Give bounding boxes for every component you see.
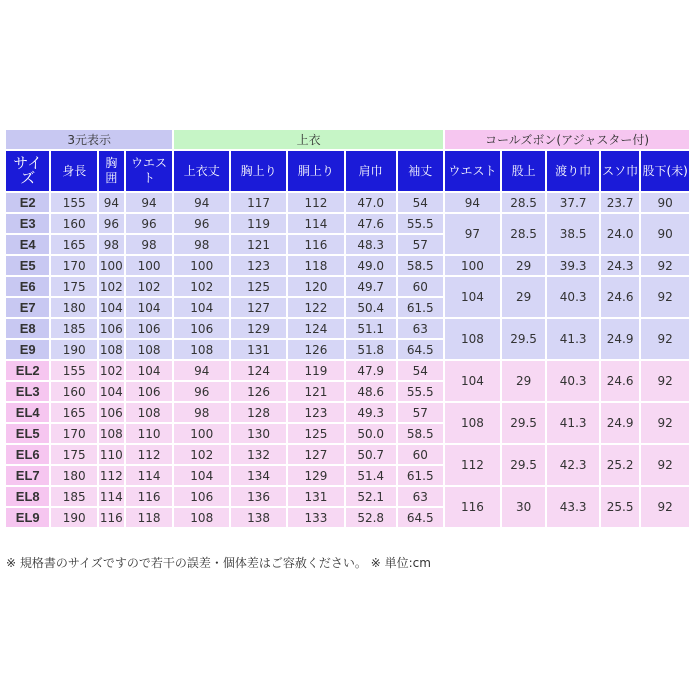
cell-jacket: 98 (174, 403, 229, 422)
cell-pants-inseam: 92 (641, 361, 689, 401)
cell-jacket: 108 (174, 340, 229, 359)
table-row (6, 256, 689, 275)
cell-pants-thigh: 37.7 (547, 193, 599, 212)
cell-chest_up: 126 (231, 382, 286, 401)
cell-pants-hem: 23.7 (601, 193, 639, 212)
cell-pants-hip: 29.5 (502, 403, 545, 443)
header-shoulder: 肩巾 (346, 151, 396, 191)
cell-jacket: 100 (174, 256, 229, 275)
cell-shoulder: 50.7 (346, 445, 396, 464)
header-pants-waist: ウエスト (445, 151, 500, 191)
cell-pants-thigh: 42.3 (547, 445, 599, 485)
cell-chest: 104 (99, 298, 124, 317)
header-chest-label: 胸囲 (105, 156, 118, 185)
cell-pants-inseam: 92 (641, 277, 689, 317)
cell-shoulder: 49.0 (346, 256, 396, 275)
cell-chest_up: 123 (231, 256, 286, 275)
footnote: ※ 規格書のサイズですので若干の誤差・個体差はご容赦ください。 ※ 単位:cm (6, 556, 431, 570)
cell-height: 155 (51, 361, 97, 380)
cell-pants-hem: 24.6 (601, 361, 639, 401)
header-waist-up: 胴上り (288, 151, 344, 191)
header-chest-up: 胸上り (231, 151, 286, 191)
cell-shoulder: 47.6 (346, 214, 396, 233)
cell-pants-waist: 104 (445, 361, 500, 401)
cell-pants-hem: 24.9 (601, 403, 639, 443)
table-row (6, 445, 689, 464)
cell-sleeve: 54 (398, 193, 444, 212)
table-row (6, 319, 689, 338)
cell-chest_up: 128 (231, 403, 286, 422)
cell-shoulder: 52.8 (346, 508, 396, 527)
cell-shoulder: 48.6 (346, 382, 396, 401)
cell-chest_up: 138 (231, 508, 286, 527)
section-jacket: 上衣 (174, 130, 443, 149)
header-thigh: 渡り巾 (547, 151, 599, 191)
size-label: EL2 (6, 361, 49, 380)
cell-pants-thigh: 39.3 (547, 256, 599, 275)
cell-chest: 114 (99, 487, 124, 506)
cell-chest_up: 124 (231, 361, 286, 380)
size-label: E8 (6, 319, 49, 338)
cell-waist: 118 (126, 508, 173, 527)
cell-pants-hip: 30 (502, 487, 545, 527)
cell-waist_up: 122 (288, 298, 344, 317)
cell-height: 155 (51, 193, 97, 212)
cell-chest_up: 136 (231, 487, 286, 506)
cell-pants-waist: 100 (445, 256, 500, 275)
cell-chest_up: 131 (231, 340, 286, 359)
cell-pants-hip: 28.5 (502, 214, 545, 254)
cell-chest: 108 (99, 340, 124, 359)
cell-shoulder: 49.7 (346, 277, 396, 296)
cell-pants-hip: 28.5 (502, 193, 545, 212)
size-label: EL4 (6, 403, 49, 422)
cell-chest: 100 (99, 256, 124, 275)
cell-pants-inseam: 92 (641, 445, 689, 485)
cell-waist_up: 120 (288, 277, 344, 296)
cell-sleeve: 64.5 (398, 508, 444, 527)
header-jacket-length: 上衣丈 (174, 151, 229, 191)
cell-chest: 94 (99, 193, 124, 212)
cell-pants-thigh: 41.3 (547, 319, 599, 359)
size-label: E4 (6, 235, 49, 254)
cell-pants-hem: 24.0 (601, 214, 639, 254)
cell-pants-hem: 25.2 (601, 445, 639, 485)
cell-waist: 94 (126, 193, 173, 212)
table-row (6, 403, 689, 422)
cell-jacket: 104 (174, 466, 229, 485)
cell-pants-inseam: 92 (641, 487, 689, 527)
size-label: EL7 (6, 466, 49, 485)
cell-jacket: 102 (174, 445, 229, 464)
cell-height: 185 (51, 319, 97, 338)
cell-chest_up: 121 (231, 235, 286, 254)
cell-sleeve: 64.5 (398, 340, 444, 359)
size-label: EL8 (6, 487, 49, 506)
cell-waist_up: 131 (288, 487, 344, 506)
cell-height: 165 (51, 403, 97, 422)
cell-jacket: 104 (174, 298, 229, 317)
cell-pants-inseam: 92 (641, 319, 689, 359)
cell-waist: 104 (126, 361, 173, 380)
cell-waist_up: 118 (288, 256, 344, 275)
size-label: EL5 (6, 424, 49, 443)
cell-waist_up: 127 (288, 445, 344, 464)
cell-chest: 106 (99, 403, 124, 422)
cell-shoulder: 49.3 (346, 403, 396, 422)
cell-pants-hip: 29.5 (502, 445, 545, 485)
size-label: E7 (6, 298, 49, 317)
cell-waist_up: 121 (288, 382, 344, 401)
cell-height: 175 (51, 277, 97, 296)
cell-chest: 102 (99, 361, 124, 380)
cell-shoulder: 50.0 (346, 424, 396, 443)
cell-waist_up: 125 (288, 424, 344, 443)
cell-waist: 108 (126, 340, 173, 359)
cell-sleeve: 57 (398, 403, 444, 422)
cell-waist: 108 (126, 403, 173, 422)
section-trousers: コールズボン(アジャスター付) (445, 130, 689, 149)
cell-sleeve: 61.5 (398, 466, 444, 485)
size-label: E6 (6, 277, 49, 296)
cell-pants-waist: 116 (445, 487, 500, 527)
cell-waist: 102 (126, 277, 173, 296)
cell-chest: 106 (99, 319, 124, 338)
cell-sleeve: 60 (398, 445, 444, 464)
cell-height: 160 (51, 382, 97, 401)
cell-pants-hem: 24.6 (601, 277, 639, 317)
table-row (6, 214, 689, 233)
cell-sleeve: 54 (398, 361, 444, 380)
cell-chest: 98 (99, 235, 124, 254)
cell-height: 165 (51, 235, 97, 254)
cell-height: 190 (51, 508, 97, 527)
cell-pants-thigh: 40.3 (547, 277, 599, 317)
cell-height: 180 (51, 298, 97, 317)
cell-pants-hem: 24.9 (601, 319, 639, 359)
cell-chest: 102 (99, 277, 124, 296)
cell-sleeve: 61.5 (398, 298, 444, 317)
cell-shoulder: 51.1 (346, 319, 396, 338)
header-inseam: 股下(未) (641, 151, 689, 191)
cell-pants-hip: 29 (502, 256, 545, 275)
cell-shoulder: 51.4 (346, 466, 396, 485)
size-label: EL6 (6, 445, 49, 464)
cell-pants-hip: 29 (502, 361, 545, 401)
header-size-label: サイズ (13, 154, 43, 187)
cell-pants-thigh: 40.3 (547, 361, 599, 401)
cell-pants-waist: 104 (445, 277, 500, 317)
size-label: E5 (6, 256, 49, 275)
cell-height: 185 (51, 487, 97, 506)
cell-jacket: 106 (174, 487, 229, 506)
cell-sleeve: 58.5 (398, 256, 444, 275)
cell-chest: 108 (99, 424, 124, 443)
cell-jacket: 96 (174, 382, 229, 401)
cell-height: 190 (51, 340, 97, 359)
size-label: E2 (6, 193, 49, 212)
header-hem: スソ巾 (601, 151, 639, 191)
cell-sleeve: 55.5 (398, 382, 444, 401)
cell-waist_up: 129 (288, 466, 344, 485)
cell-pants-waist: 108 (445, 319, 500, 359)
header-sleeve: 袖丈 (398, 151, 444, 191)
cell-jacket: 100 (174, 424, 229, 443)
cell-chest_up: 132 (231, 445, 286, 464)
cell-pants-thigh: 43.3 (547, 487, 599, 527)
cell-jacket: 108 (174, 508, 229, 527)
cell-chest: 96 (99, 214, 124, 233)
size-label: EL9 (6, 508, 49, 527)
cell-pants-inseam: 92 (641, 256, 689, 275)
cell-sleeve: 57 (398, 235, 444, 254)
cell-shoulder: 47.9 (346, 361, 396, 380)
cell-waist_up: 119 (288, 361, 344, 380)
size-label: E9 (6, 340, 49, 359)
table-row (6, 277, 689, 296)
cell-waist_up: 114 (288, 214, 344, 233)
cell-sleeve: 60 (398, 277, 444, 296)
cell-pants-waist: 94 (445, 193, 500, 212)
section-3-dimension: 3元表示 (6, 130, 172, 149)
size-table (4, 128, 691, 529)
cell-chest_up: 127 (231, 298, 286, 317)
cell-pants-hem: 24.3 (601, 256, 639, 275)
cell-shoulder: 47.0 (346, 193, 396, 212)
cell-waist: 114 (126, 466, 173, 485)
header-height: 身長 (51, 151, 97, 191)
cell-pants-waist: 112 (445, 445, 500, 485)
cell-waist: 116 (126, 487, 173, 506)
cell-height: 180 (51, 466, 97, 485)
cell-waist: 98 (126, 235, 173, 254)
cell-sleeve: 63 (398, 487, 444, 506)
cell-jacket: 94 (174, 361, 229, 380)
cell-chest: 110 (99, 445, 124, 464)
cell-pants-waist: 108 (445, 403, 500, 443)
cell-waist_up: 133 (288, 508, 344, 527)
cell-jacket: 102 (174, 277, 229, 296)
cell-chest_up: 125 (231, 277, 286, 296)
cell-pants-hip: 29.5 (502, 319, 545, 359)
cell-pants-hem: 25.5 (601, 487, 639, 527)
cell-waist: 106 (126, 319, 173, 338)
cell-jacket: 96 (174, 214, 229, 233)
cell-chest_up: 134 (231, 466, 286, 485)
cell-pants-inseam: 90 (641, 193, 689, 212)
cell-waist: 104 (126, 298, 173, 317)
table-row (6, 193, 689, 212)
cell-chest_up: 117 (231, 193, 286, 212)
cell-sleeve: 63 (398, 319, 444, 338)
cell-pants-thigh: 41.3 (547, 403, 599, 443)
cell-chest_up: 130 (231, 424, 286, 443)
cell-waist_up: 126 (288, 340, 344, 359)
cell-waist_up: 116 (288, 235, 344, 254)
cell-shoulder: 52.1 (346, 487, 396, 506)
cell-chest_up: 129 (231, 319, 286, 338)
cell-jacket: 106 (174, 319, 229, 338)
cell-jacket: 94 (174, 193, 229, 212)
cell-pants-thigh: 38.5 (547, 214, 599, 254)
size-label: E3 (6, 214, 49, 233)
header-hip: 股上 (502, 151, 545, 191)
size-label: EL3 (6, 382, 49, 401)
cell-sleeve: 58.5 (398, 424, 444, 443)
cell-waist: 96 (126, 214, 173, 233)
cell-waist_up: 123 (288, 403, 344, 422)
cell-waist: 112 (126, 445, 173, 464)
cell-waist_up: 124 (288, 319, 344, 338)
cell-chest: 116 (99, 508, 124, 527)
cell-waist: 110 (126, 424, 173, 443)
cell-chest_up: 119 (231, 214, 286, 233)
cell-pants-hip: 29 (502, 277, 545, 317)
cell-shoulder: 48.3 (346, 235, 396, 254)
table-row (6, 487, 689, 506)
cell-waist: 106 (126, 382, 173, 401)
cell-pants-waist: 97 (445, 214, 500, 254)
cell-shoulder: 50.4 (346, 298, 396, 317)
cell-shoulder: 51.8 (346, 340, 396, 359)
cell-height: 170 (51, 256, 97, 275)
cell-chest: 112 (99, 466, 124, 485)
cell-jacket: 98 (174, 235, 229, 254)
cell-height: 170 (51, 424, 97, 443)
header-waist-label: ウエスト (131, 156, 168, 185)
cell-sleeve: 55.5 (398, 214, 444, 233)
cell-height: 160 (51, 214, 97, 233)
cell-waist_up: 112 (288, 193, 344, 212)
cell-pants-inseam: 90 (641, 214, 689, 254)
header-size (6, 151, 49, 191)
header-chest (99, 151, 124, 191)
cell-waist: 100 (126, 256, 173, 275)
cell-pants-inseam: 92 (641, 403, 689, 443)
table-row (6, 361, 689, 380)
cell-chest: 104 (99, 382, 124, 401)
header-waist (126, 151, 173, 191)
cell-height: 175 (51, 445, 97, 464)
